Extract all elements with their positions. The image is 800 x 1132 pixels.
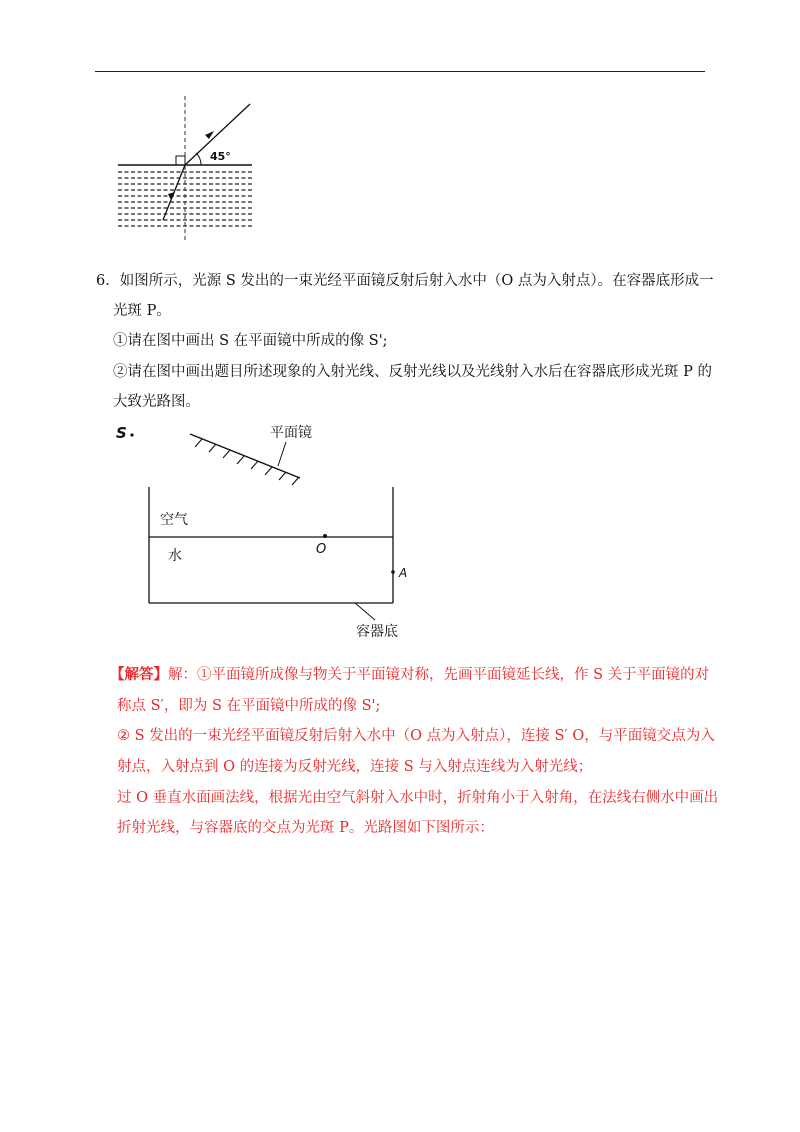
question-item-2: ②请在图中画出题目所述现象的入射光线、反射光线以及光线射入水后在容器底形成光斑 P 的 (113, 364, 712, 380)
mirror-label: 平面镜 (270, 425, 312, 441)
question-line-1 (96, 271, 714, 291)
answer-line-1 (110, 665, 709, 685)
answer-line-3: ② S 发出的一束光经平面镜反射后射入水中（O 点为入射点），连接 S′ O，与平面镜交点为入 (117, 728, 715, 744)
answer-line-4: 射点，入射点到 O 的连接为反射光线，连接 S 与入射点连线为入射光线； (117, 759, 593, 775)
bottom-label-leader (355, 603, 375, 620)
refraction-figure (110, 92, 270, 252)
container-bottom-label: 容器底 (356, 624, 398, 640)
point-a (391, 570, 395, 574)
mirror-hatching (195, 439, 299, 485)
air-label: 空气 (160, 512, 188, 528)
point-o-label: O (316, 542, 327, 557)
header-rule (95, 71, 705, 72)
question-stem-1: 如图所示，光源 S 发出的一束光经平面镜反射后射入水中（O 点为入射点）。在容器底形成一 (119, 273, 714, 289)
point-a-label: A (399, 566, 408, 580)
source-s-label: S (116, 424, 127, 442)
water-label: 水 (168, 548, 182, 564)
question-item-1: ①请在图中画出 S 在平面镜中所成的像 S'; (113, 333, 388, 349)
question-line-2: 光斑 P。 (113, 303, 171, 319)
angle-label: 45° (210, 150, 231, 163)
mirror-label-leader (278, 442, 286, 466)
point-o (323, 534, 327, 538)
question-number: 6． (96, 273, 120, 289)
right-angle-mark (176, 156, 185, 165)
answer-line-1-text: 解：①平面镜所成像与物关于平面镜对称，先画平面镜延长线，作 S 关于平面镜的对 (168, 667, 710, 683)
question-item-2-cont: 大致光路图。 (113, 394, 200, 410)
air-arrow (205, 131, 214, 139)
mirror-container-figure (110, 420, 440, 645)
answer-line-6: 折射光线，与容器底的交点为光斑 P。光路图如下图所示： (117, 820, 494, 836)
answer-tag: 【解答】 (110, 666, 168, 683)
source-point (130, 433, 133, 436)
answer-line-5: 过 O 垂直水面画法线，根据光由空气斜射入水中时，折射角小于入射角，在法线右侧水中画出 (117, 790, 719, 806)
answer-line-2: 称点 S′，即为 S 在平面镜中所成的像 S'; (117, 698, 381, 714)
